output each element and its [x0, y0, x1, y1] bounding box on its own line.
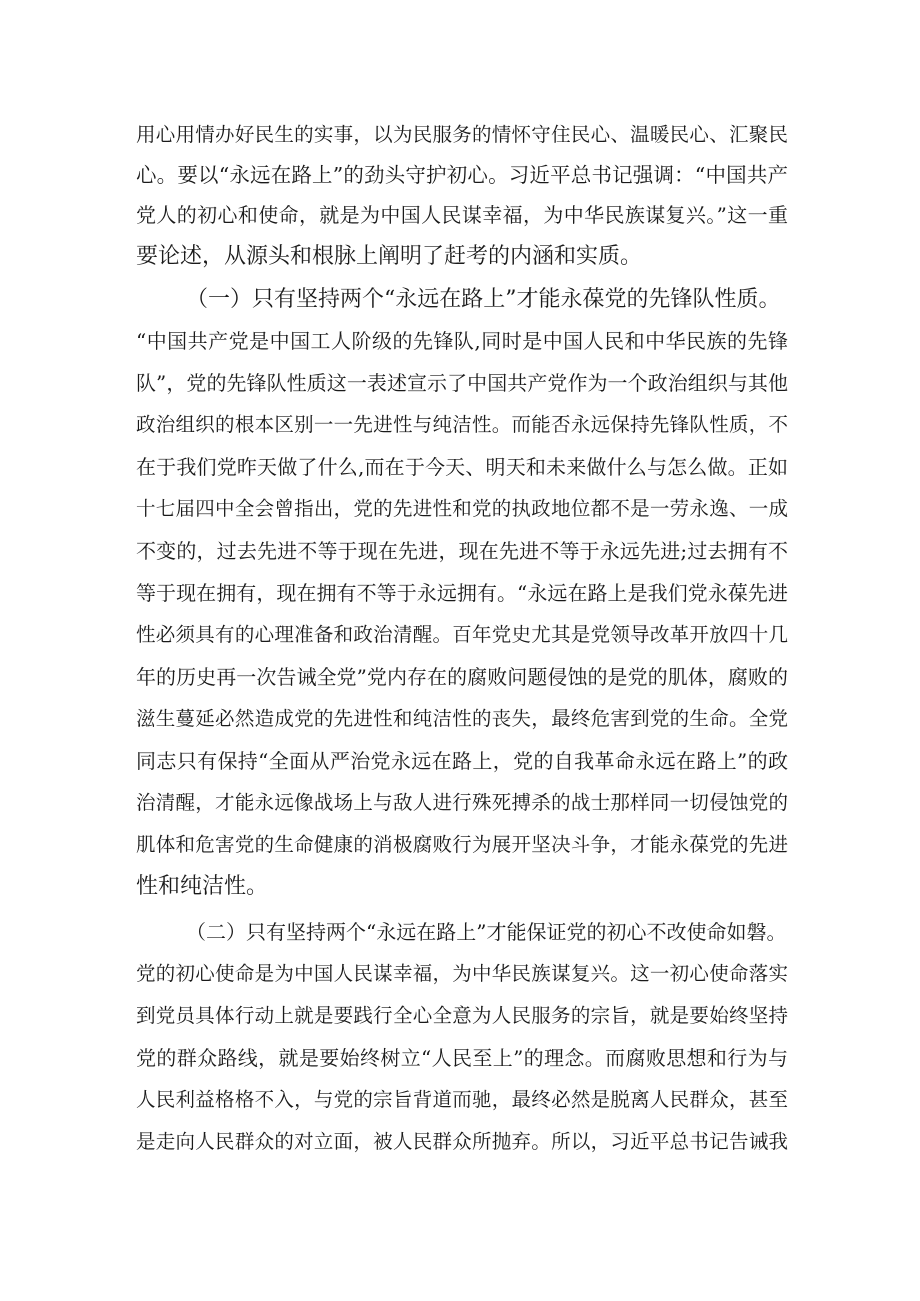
paragraph-line: 人民利益格格不入，与党的宗旨背道而驰，最终必然是脱离人民群众，甚至	[136, 1088, 788, 1111]
paragraph-line: 同志只有保持“全面从严治党永远在路上，党的自我革命永远在路上”的政	[136, 749, 788, 773]
paragraph-line: 用心用情办好民生的实事，以为民服务的情怀守住民心、温暖民心、汇聚民	[136, 123, 788, 146]
section-heading: （二）只有坚持两个“永远在路上”才能保证党的初心不改使命如磐。	[186, 920, 787, 944]
paragraph-line: 不变的，过去先进不等于现在先进，现在先进不等于永远先进;过去拥有不	[136, 539, 788, 563]
paragraph-line: 党人的初心和使命，就是为中国人民谋幸福，为中华民族谋复兴。”这一重	[136, 203, 788, 227]
paragraph-line: 是走向人民群众的对立面，被人民群众所抛弃。所以，习近平总书记告诫我	[136, 1130, 788, 1153]
paragraph-line: 年的历史再一次告诫全党”党内存在的腐败问题侵蚀的是党的肌体，腐败的	[136, 665, 788, 689]
paragraph-line: 党的群众路线，就是要始终树立“人民至上”的理念。而腐败思想和行为与	[136, 1046, 788, 1070]
paragraph-line: 在于我们党昨天做了什么,而在于今天、明天和未来做什么与怎么做。正如	[136, 455, 788, 479]
paragraph-line: 队”，党的先锋队性质这一表述宣示了中国共产党作为一个政治组织与其他	[136, 371, 788, 395]
paragraph-line: 性必须具有的心理准备和政治清醒。百年党史尤其是党领导改革开放四十几	[136, 623, 788, 646]
paragraph-line: “中国共产党是中国工人阶级的先锋队,同时是中国人民和中华民族的先锋	[136, 329, 788, 353]
paragraph-line: 治清醒，才能永远像战场上与敌人进行殊死搏杀的战士那样同一切侵蚀党的	[136, 791, 788, 814]
paragraph-line: 十七届四中全会曾指出，党的先进性和党的执政地位都不是一劳永逸、一成	[136, 497, 788, 520]
paragraph-line: 肌体和危害党的生命健康的消极腐败行为展开坚决斗争，才能永葆党的先进	[136, 833, 788, 856]
section-heading: （一）只有坚持两个“永远在路上”才能永葆党的先锋队性质。	[186, 287, 781, 312]
paragraph-line: 政治组织的根本区别一一先进性与纯洁性。而能否永远保持先锋队性质，不	[136, 413, 788, 436]
paragraph-line: 等于现在拥有，现在拥有不等于永远拥有。“永远在路上是我们党永葆先进	[136, 581, 788, 605]
paragraph-line: 要论述，从源头和根脉上阐明了赶考的内涵和实质。	[136, 244, 643, 269]
paragraph-line: 心。要以“永远在路上”的劲头守护初心。习近平总书记强调：“中国共产	[136, 163, 788, 187]
paragraph-line: 性和纯洁性。	[136, 874, 269, 899]
paragraph-line: 党的初心使命是为中国人民谋幸福，为中华民族谋复兴。这一初心使命落实	[136, 962, 788, 985]
paragraph-line: 到党员具体行动上就是要践行全心全意为人民服务的宗旨，就是要始终坚持	[136, 1004, 788, 1027]
paragraph-line: 滋生蔓延必然造成党的先进性和纯洁性的丧失，最终危害到党的生命。全党	[136, 707, 788, 730]
